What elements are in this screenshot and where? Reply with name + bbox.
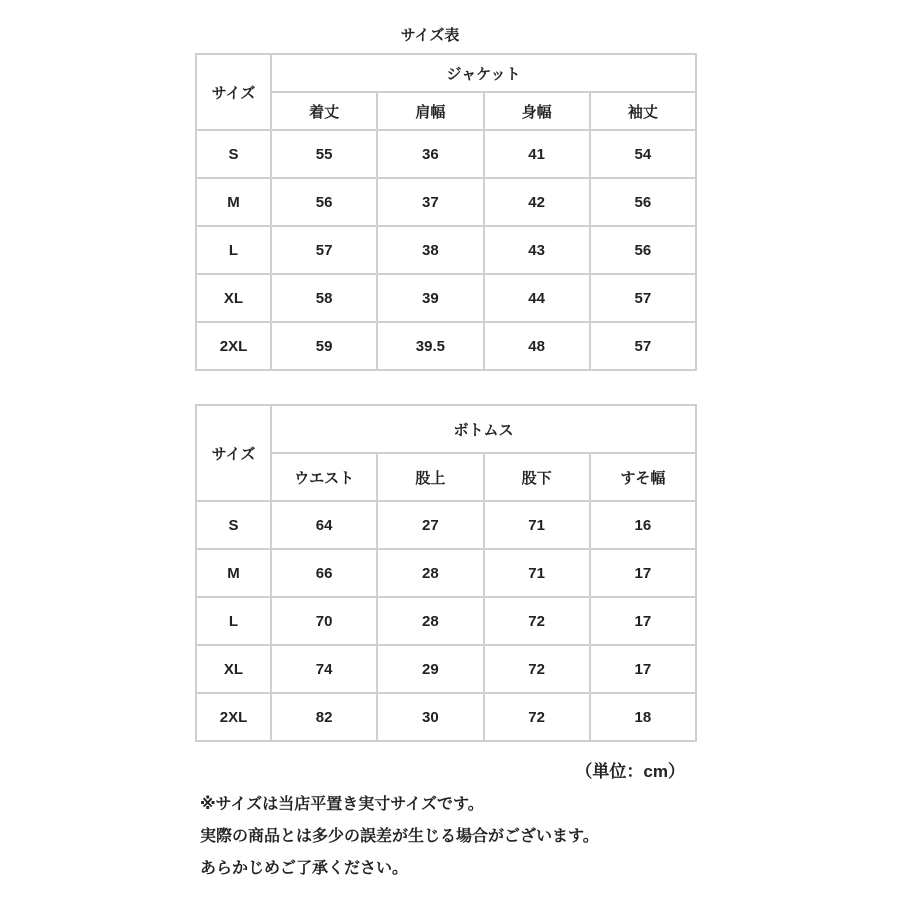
value-cell: 29 [377, 645, 483, 693]
value-cell: 43 [484, 226, 590, 274]
value-cell: 59 [271, 322, 377, 370]
value-cell: 38 [377, 226, 483, 274]
value-cell: 39 [377, 274, 483, 322]
table-row [196, 226, 696, 274]
size-cell: XL [196, 645, 271, 693]
size-cell: XL [196, 274, 271, 322]
value-cell: 37 [377, 178, 483, 226]
value-cell: 28 [377, 549, 483, 597]
column-header: 袖丈 [590, 92, 696, 130]
value-cell: 16 [590, 501, 696, 549]
value-cell: 82 [271, 693, 377, 741]
value-cell: 17 [590, 597, 696, 645]
value-cell: 57 [271, 226, 377, 274]
value-cell: 27 [377, 501, 483, 549]
table-row [196, 597, 696, 645]
value-cell: 66 [271, 549, 377, 597]
value-cell: 72 [484, 597, 590, 645]
table-row [196, 178, 696, 226]
column-header: 股上 [377, 453, 483, 501]
table-row [196, 501, 696, 549]
value-cell: 56 [271, 178, 377, 226]
bottoms-size-table [195, 404, 697, 742]
note-line: ※サイズは当店平置き実寸サイズです。 [200, 796, 484, 813]
value-cell: 44 [484, 274, 590, 322]
value-cell: 41 [484, 130, 590, 178]
value-cell: 72 [484, 693, 590, 741]
size-header: サイズ [196, 54, 271, 130]
page-title: サイズ表 [400, 27, 460, 44]
value-cell: 57 [590, 322, 696, 370]
table-row [196, 322, 696, 370]
value-cell: 58 [271, 274, 377, 322]
value-cell: 48 [484, 322, 590, 370]
column-header: 身幅 [484, 92, 590, 130]
size-header: サイズ [196, 405, 271, 501]
value-cell: 72 [484, 645, 590, 693]
value-cell: 17 [590, 549, 696, 597]
value-cell: 64 [271, 501, 377, 549]
jacket-size-table [195, 53, 697, 371]
value-cell: 54 [590, 130, 696, 178]
column-header: 肩幅 [377, 92, 483, 130]
value-cell: 70 [271, 597, 377, 645]
value-cell: 28 [377, 597, 483, 645]
note-line: あらかじめご了承ください。 [200, 860, 409, 877]
column-header: 股下 [484, 453, 590, 501]
value-cell: 71 [484, 501, 590, 549]
value-cell: 36 [377, 130, 483, 178]
size-cell: S [196, 130, 271, 178]
value-cell: 55 [271, 130, 377, 178]
column-header: 着丈 [271, 92, 377, 130]
value-cell: 74 [271, 645, 377, 693]
size-cell: S [196, 501, 271, 549]
value-cell: 17 [590, 645, 696, 693]
value-cell: 18 [590, 693, 696, 741]
size-cell: 2XL [196, 322, 271, 370]
note-line: 実際の商品とは多少の誤差が生じる場合がございます。 [200, 828, 599, 845]
value-cell: 71 [484, 549, 590, 597]
column-header: すそ幅 [590, 453, 696, 501]
table-row [196, 274, 696, 322]
size-cell: 2XL [196, 693, 271, 741]
column-header: ウエスト [271, 453, 377, 501]
value-cell: 56 [590, 226, 696, 274]
size-cell: L [196, 226, 271, 274]
size-cell: M [196, 549, 271, 597]
value-cell: 39.5 [377, 322, 483, 370]
size-cell: L [196, 597, 271, 645]
table-row [196, 549, 696, 597]
table-row [196, 693, 696, 741]
group-header: ジャケット [271, 54, 696, 92]
table-row [196, 130, 696, 178]
value-cell: 56 [590, 178, 696, 226]
unit-label: （単位：cm） [575, 762, 685, 781]
table-row [196, 645, 696, 693]
value-cell: 57 [590, 274, 696, 322]
value-cell: 42 [484, 178, 590, 226]
value-cell: 30 [377, 693, 483, 741]
group-header: ボトムス [271, 405, 696, 453]
size-cell: M [196, 178, 271, 226]
